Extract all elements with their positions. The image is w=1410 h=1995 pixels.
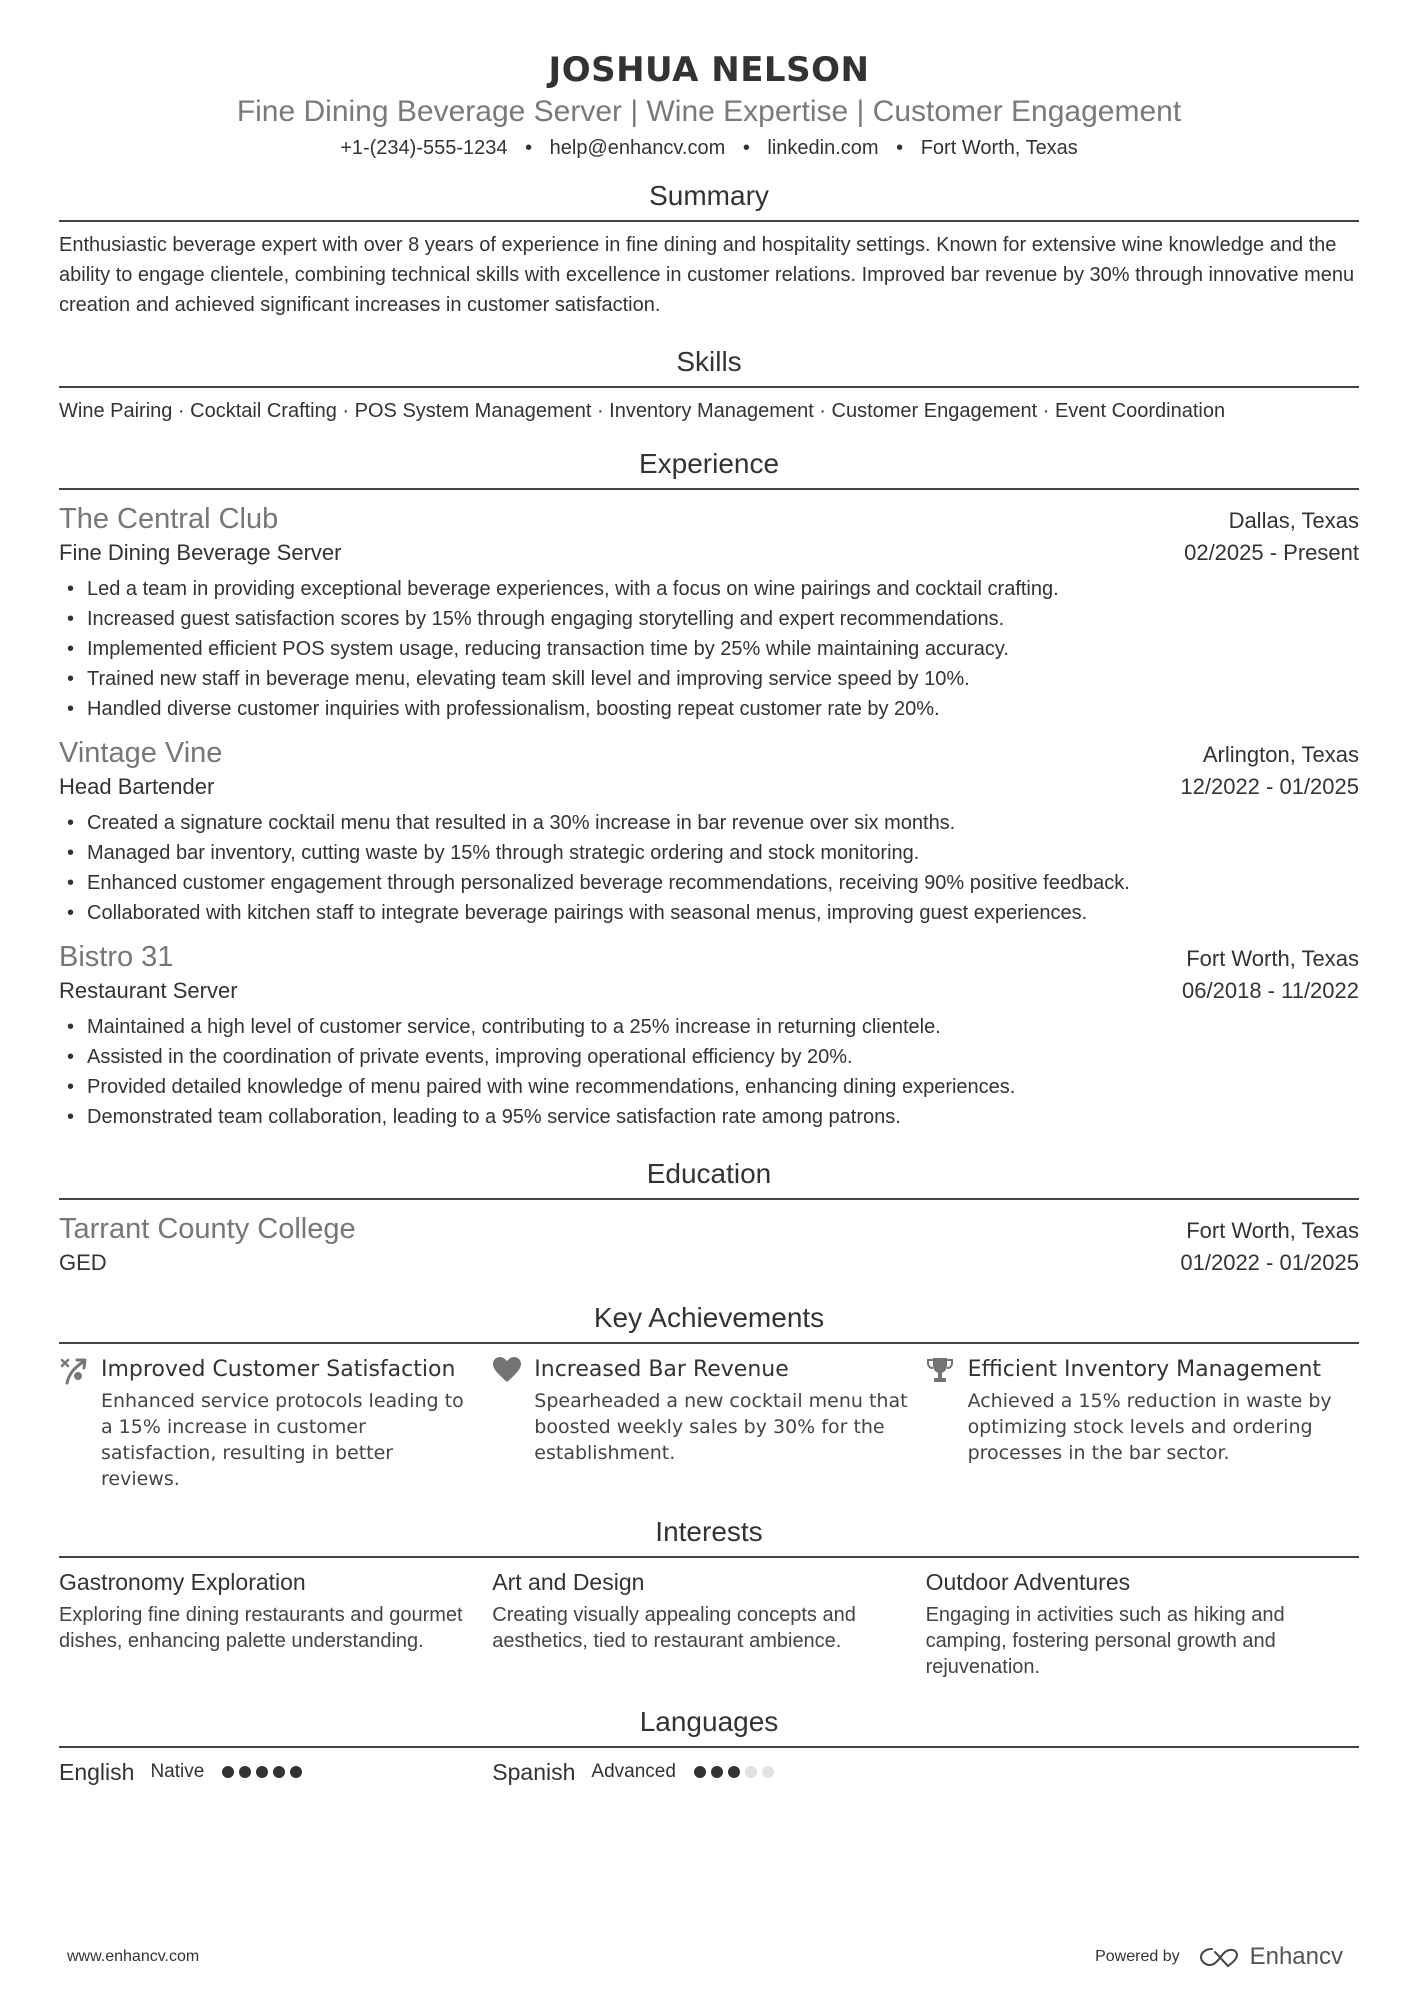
job-entry: [59, 500, 1359, 724]
interest-title: Gastronomy Exploration: [59, 1569, 306, 1595]
interest-item: [926, 1566, 1359, 1680]
email-link[interactable]: help@enhancv.com: [549, 137, 726, 159]
interest-item: [59, 1566, 492, 1680]
school-name: Tarrant County College: [59, 1213, 356, 1245]
section-divider: [59, 1198, 1359, 1200]
achievement-title: Improved Customer Satisfaction: [101, 1357, 456, 1382]
job-location: Fort Worth, Texas: [1186, 946, 1359, 971]
section-divider: [59, 386, 1359, 388]
interest-item: [492, 1566, 925, 1680]
job-role: Fine Dining Beverage Server: [59, 540, 342, 565]
job-dates: 12/2022 - 01/2025: [1180, 774, 1359, 799]
job-entry: [59, 938, 1359, 1132]
dot-filled: [273, 1766, 285, 1778]
page-footer: [67, 1943, 1343, 1971]
job-bullet: • Implemented efficient POS system usage, reducing transaction time by 25% while maintaining accuracy.: [59, 634, 1359, 664]
job-bullet: • Increased guest satisfaction scores by 15% through engaging storytelling and expert recommendations.: [59, 604, 1359, 634]
enhancv-logo[interactable]: [1198, 1943, 1343, 1971]
infinity-logo-icon: [1198, 1945, 1242, 1969]
language-item: [492, 1756, 925, 1788]
experience-section: [59, 446, 1359, 1132]
dot-filled: [256, 1766, 268, 1778]
language-level: Native: [150, 1761, 205, 1782]
dot-filled: [728, 1766, 740, 1778]
achievement-desc: Enhanced service protocols leading to a 15% increase in customer satisfaction, resulting in better reviews.: [101, 1390, 464, 1490]
language-name: Spanish: [492, 1759, 576, 1785]
section-title-languages: Languages: [639, 1706, 779, 1737]
proficiency-dots: [694, 1766, 774, 1778]
job-bullet: • Maintained a high level of customer service, contributing to a 25% increase in returning clientele.: [59, 1012, 1359, 1042]
job-bullet: • Provided detailed knowledge of menu paired with wine recommendations, enhancing dining experiences.: [59, 1072, 1359, 1102]
footer-url-link[interactable]: www.enhancv.com: [67, 1948, 200, 1965]
section-title-achievements: Key Achievements: [593, 1302, 825, 1333]
dot-filled: [290, 1766, 302, 1778]
dot-filled: [694, 1766, 706, 1778]
powered-by-label: Powered by: [1095, 1948, 1180, 1965]
interest-desc: Creating visually appealing concepts and aesthetics, tied to restaurant ambience.: [492, 1604, 856, 1652]
section-divider: [59, 1746, 1359, 1748]
achievement-item: [59, 1354, 492, 1492]
school-location: Fort Worth, Texas: [1186, 1218, 1359, 1243]
job-bullet: • Handled diverse customer inquiries with professionalism, boosting repeat customer rate by 20%.: [59, 694, 1359, 724]
dot-filled: [222, 1766, 234, 1778]
contact-separator: •: [742, 137, 750, 159]
achievement-title: Increased Bar Revenue: [534, 1357, 789, 1382]
company-name: Bistro 31: [59, 941, 174, 973]
job-dates: 02/2025 - Present: [1184, 540, 1359, 565]
dot-filled: [239, 1766, 251, 1778]
job-bullet: • Led a team in providing exceptional beverage experiences, with a focus on wine pairings and cocktail crafting.: [59, 574, 1359, 604]
education-dates: 01/2022 - 01/2025: [1180, 1250, 1359, 1275]
skills-section: [59, 344, 1359, 426]
job-role: Head Bartender: [59, 774, 215, 799]
job-bullets: [59, 574, 1359, 724]
job-bullet: • Created a signature cocktail menu that resulted in a 30% increase in bar revenue over six months.: [59, 808, 1359, 838]
interest-desc: Engaging in activities such as hiking and camping, fostering personal growth and rejuvenation.: [925, 1604, 1285, 1678]
section-divider: [59, 1342, 1359, 1344]
location: Fort Worth, Texas: [920, 137, 1078, 159]
language-name: English: [59, 1759, 135, 1785]
section-title-experience: Experience: [638, 448, 780, 479]
achievements-section: [59, 1300, 1359, 1492]
interest-title: Art and Design: [492, 1569, 645, 1595]
section-title-summary: Summary: [649, 180, 769, 211]
contact-separator: •: [896, 137, 904, 159]
section-divider: [59, 488, 1359, 490]
skills-list: Wine Pairing · Cocktail Crafting · POS System Management · Inventory Management · Customer Engagement · Event Coordination: [59, 400, 1226, 422]
summary-text: Enthusiastic beverage expert with over 8 years of experience in fine dining and hospitality settings. Known for extensive wine knowledge and the ability to engage clientele, combining technical skills with excellence in customer relations. Improved bar revenue by 30% through innovative menu creation and achieved significant increases in customer satisfaction.: [59, 234, 1355, 316]
job-bullets: [59, 808, 1359, 928]
proficiency-dots: [222, 1766, 302, 1778]
job-bullets: [59, 1012, 1359, 1132]
section-title-skills: Skills: [676, 346, 742, 377]
resume-page: [59, 0, 1359, 1788]
job-bullet: • Enhanced customer engagement through personalized beverage recommendations, receiving 90% positive feedback.: [59, 868, 1359, 898]
job-location: Dallas, Texas: [1228, 508, 1359, 533]
languages-section: [59, 1704, 1359, 1788]
resume-header: [59, 0, 1359, 162]
dot-filled: [711, 1766, 723, 1778]
job-bullet: • Trained new staff in beverage menu, elevating team skill level and improving service speed by 10%.: [59, 664, 1359, 694]
achievement-title: Efficient Inventory Management: [967, 1357, 1322, 1382]
degree: GED: [59, 1250, 107, 1275]
strategy-arrow-icon: [59, 1354, 101, 1492]
section-title-interests: Interests: [655, 1516, 763, 1547]
job-role: Restaurant Server: [59, 978, 238, 1003]
company-name: The Central Club: [59, 503, 279, 535]
company-name: Vintage Vine: [59, 737, 223, 769]
job-bullet: • Assisted in the coordination of private events, improving operational efficiency by 20%.: [59, 1042, 1359, 1072]
dot-empty: [745, 1766, 757, 1778]
section-title-education: Education: [646, 1158, 772, 1189]
job-dates: 06/2018 - 11/2022: [1182, 978, 1359, 1003]
achievement-item: [492, 1354, 925, 1492]
interest-title: Outdoor Adventures: [925, 1569, 1131, 1595]
candidate-headline: Fine Dining Beverage Server | Wine Expertise | Customer Engagement: [236, 95, 1182, 128]
interest-desc: Exploring fine dining restaurants and gourmet dishes, enhancing palette understanding.: [59, 1604, 463, 1652]
contact-separator: •: [525, 137, 533, 159]
language-level: Advanced: [591, 1761, 676, 1782]
achievement-item: [926, 1354, 1359, 1492]
section-divider: [59, 1556, 1359, 1558]
brand-name: Enhancv: [1249, 1943, 1343, 1970]
linkedin-link[interactable]: linkedin.com: [767, 137, 879, 159]
phone: +1-(234)-555-1234: [340, 137, 508, 159]
contact-line: [59, 134, 1359, 162]
dot-empty: [762, 1766, 774, 1778]
education-entry: [59, 1210, 1359, 1278]
job-entry: [59, 734, 1359, 928]
summary-section: [59, 178, 1359, 320]
trophy-icon: [926, 1354, 968, 1492]
job-bullet: • Collaborated with kitchen staff to integrate beverage pairings with seasonal menus, improving guest experiences.: [59, 898, 1359, 928]
education-section: [59, 1156, 1359, 1278]
heart-icon: [492, 1354, 534, 1492]
job-location: Arlington, Texas: [1202, 742, 1359, 767]
candidate-name: JOSHUA NELSON: [548, 50, 870, 90]
achievement-desc: Spearheaded a new cocktail menu that boosted weekly sales by 30% for the establishment.: [534, 1390, 908, 1464]
job-bullet: • Managed bar inventory, cutting waste by 15% through strategic ordering and stock monitoring.: [59, 838, 1359, 868]
interests-section: [59, 1514, 1359, 1680]
job-bullet: • Demonstrated team collaboration, leading to a 95% service satisfaction rate among patrons.: [59, 1102, 1359, 1132]
achievement-desc: Achieved a 15% reduction in waste by optimizing stock levels and ordering processes in the bar sector.: [967, 1390, 1332, 1464]
language-item: [59, 1756, 492, 1788]
section-divider: [59, 220, 1359, 222]
